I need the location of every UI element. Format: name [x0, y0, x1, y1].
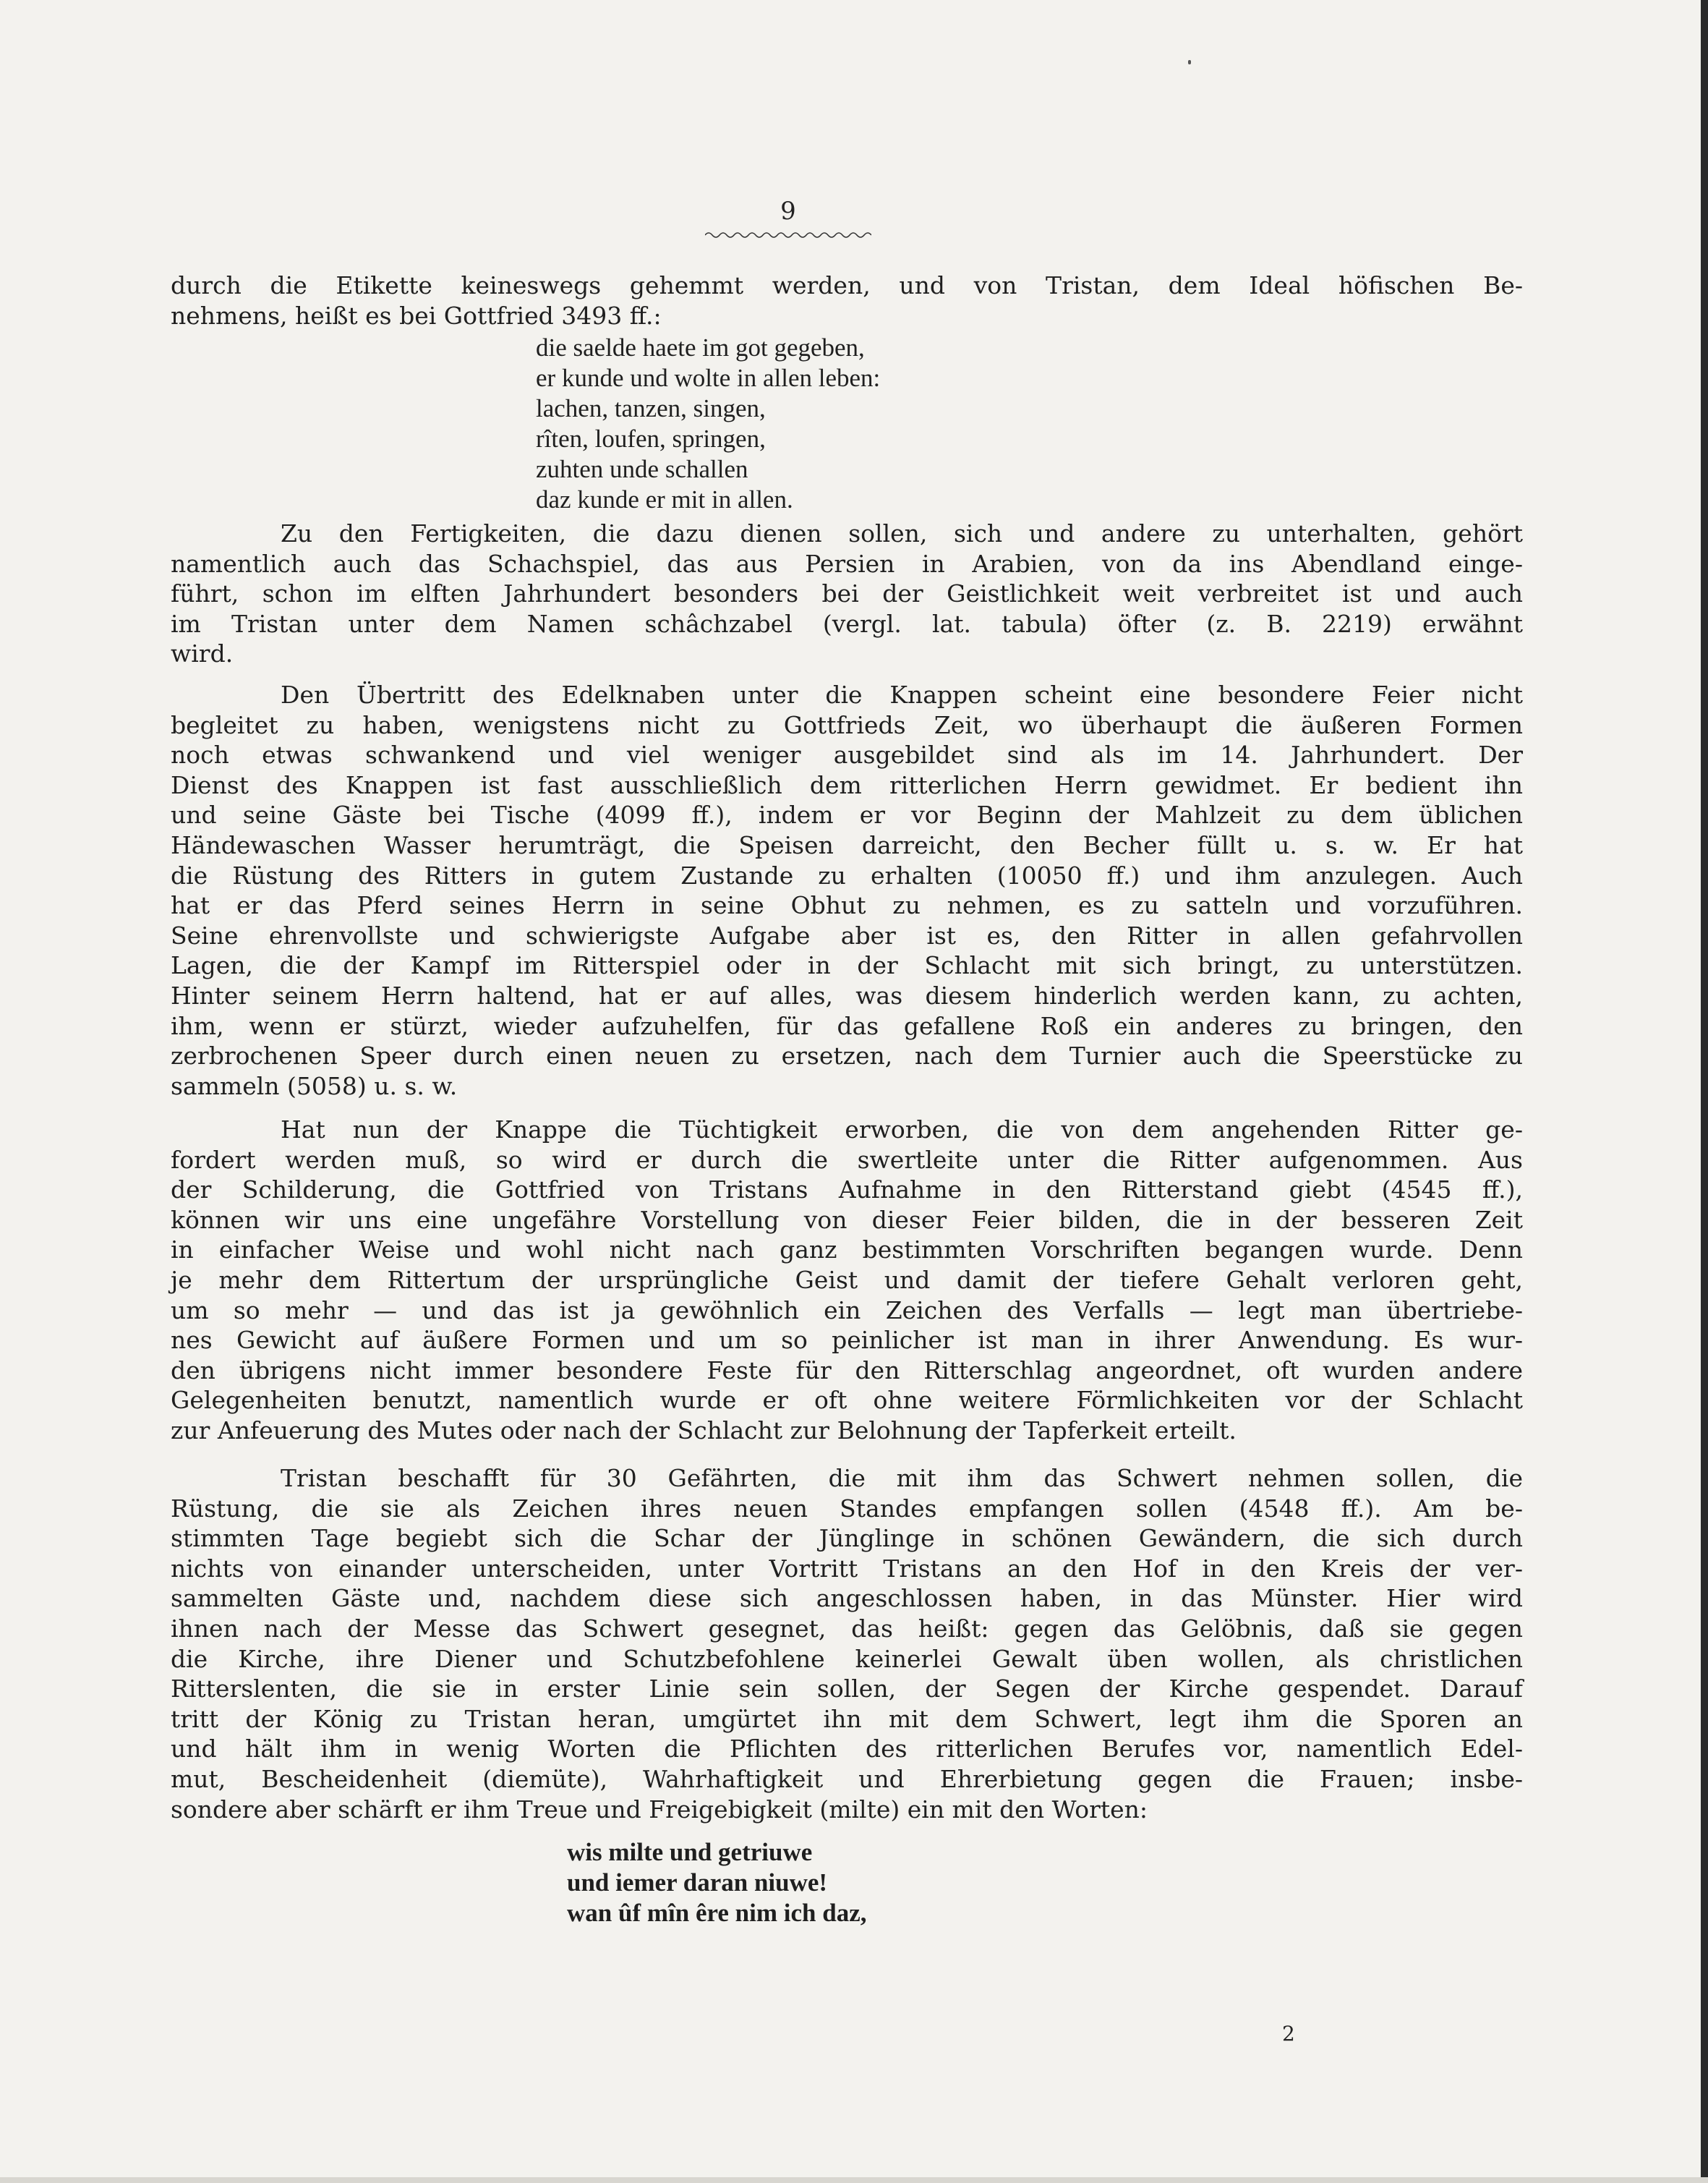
text-line: Den Übertritt des Edelknaben unter die Knappen scheint eine besondere Feier nicht [281, 681, 1523, 709]
verse-line: daz kunde er mit in allen. [536, 485, 793, 514]
text-line: je mehr dem Rittertum der ursprüngliche Geist und damit der tiefere Gehalt verloren geht, [171, 1265, 1523, 1294]
text-line: wird. [171, 639, 234, 668]
text-line: Tristan beschafft für 30 Gefährten, die mit ihm das Schwert nehmen sollen, die [281, 1464, 1523, 1492]
text-line: durch die Etikette keineswegs gehemmt werden, und von Tristan, dem Ideal höfischen Be- [171, 271, 1523, 299]
text-line: sammeln (5058) u. s. w. [171, 1071, 458, 1100]
text-line: nes Gewicht auf äußere Formen und um so peinlicher ist man in ihrer Anwendung. Es wur- [171, 1326, 1523, 1355]
text-line: Dienst des Knappen ist fast ausschließlich dem ritterlichen Herrn gewidmet. Er bedient ihn [171, 770, 1523, 799]
verse-line: er kunde und wolte in allen leben: [536, 364, 881, 392]
text-line: hat er das Pferd seines Herrn in seine Obhut zu nehmen, es zu satteln und vorzuführen. [171, 891, 1523, 920]
text-line: zur Anfeuerung des Mutes oder nach der Schlacht zur Belohnung der Tapferkeit erteilt. [171, 1416, 1237, 1444]
page-number-ornament [705, 230, 871, 240]
text-line: zerbrochenen Speer durch einen neuen zu ersetzen, nach dem Turnier auch die Speerstücke zu [171, 1042, 1523, 1071]
paragraph-1 [171, 271, 1523, 331]
text-line: nehmens, heißt es bei Gottfried 3493 ff.: [171, 301, 662, 330]
text-line: und seine Gäste bei Tische (4099 ff.), indem er vor Beginn der Mahlzeit zu dem üblichen [171, 801, 1523, 830]
text-line: um so mehr — und das ist ja gewöhnlich ein Zeichen des Verfalls — legt man übertriebe- [171, 1295, 1523, 1324]
text-line: die Rüstung des Ritters in gutem Zustande zu erhalten (10050 ff.) und ihm anzulegen. Auch [171, 861, 1523, 890]
text-line: die Kirche, ihre Diener und Schutzbefohlene keinerlei Gewalt üben wollen, als christlichen [171, 1644, 1523, 1673]
text-line: Seine ehrenvollste und schwierigste Aufgabe aber ist es, den Ritter in allen gefahrvollen [171, 921, 1523, 950]
text-line: begleitet zu haben, wenigstens nicht zu Gottfrieds Zeit, wo überhaupt die äußeren Formen [171, 710, 1523, 739]
text-line: ihm, wenn er stürzt, wieder aufzuhelfen, für das gefallene Roß ein anderes zu bringen, den [171, 1011, 1523, 1040]
text-line: führt, schon im elften Jahrhundert besonders bei der Geistlichkeit weit verbreitet ist und auch [171, 579, 1523, 608]
paragraph-4 [171, 1115, 1523, 1446]
text-line: mut, Bescheidenheit (diemüte), Wahrhaftigkeit und Ehrerbietung gegen die Frauen; insbe- [171, 1764, 1523, 1793]
verse-line: und iemer daran niuwe! [567, 1868, 828, 1897]
text-line: Ritterslenten, die sie in erster Linie sein sollen, der Segen der Kirche gespendet. Darauf [171, 1675, 1523, 1703]
text-line: namentlich auch das Schachspiel, das aus Persien in Arabien, von da ins Abendland einge- [171, 549, 1523, 578]
verse-quote-1 [536, 333, 880, 515]
paragraph-3 [171, 680, 1523, 1101]
signature-mark: 2 [1282, 2022, 1295, 2046]
text-line: nichts von einander unterscheiden, unter Vortritt Tristans an den Hof in den Kreis der ver- [171, 1554, 1523, 1583]
verse-line: zuhten unde schallen [536, 455, 748, 483]
ink-speck [1188, 60, 1191, 64]
text-line: Gelegenheiten benutzt, namentlich wurde er oft ohne weitere Förmlichkeiten vor der Schlacht [171, 1386, 1523, 1415]
text-line: tritt der König zu Tristan heran, umgürtet ihn mit dem Schwert, legt ihm die Sporen an [171, 1704, 1523, 1733]
page-number: 9 [780, 197, 796, 226]
text-line: und hält ihm in wenig Worten die Pflichten des ritterlichen Berufes vor, namentlich Edel- [171, 1735, 1523, 1763]
text-line: den übrigens nicht immer besondere Feste für den Ritterschlag angeordnet, oft wurden andere [171, 1356, 1523, 1384]
text-line: sammelten Gäste und, nachdem diese sich angeschlossen haben, in das Münster. Hier wird [171, 1584, 1523, 1613]
text-line: Rüstung, die sie als Zeichen ihres neuen Standes empfangen sollen (4548 ff.). Am be- [171, 1494, 1523, 1523]
page-edge-shadow [1701, 0, 1708, 2183]
text-line: stimmten Tage begiebt sich die Schar der Jünglinge in schönen Gewändern, die sich durch [171, 1524, 1523, 1553]
text-line: Händewaschen Wasser herumträgt, die Speisen darreicht, den Becher füllt u. s. w. Er hat [171, 830, 1523, 859]
text-line: fordert werden muß, so wird er durch die swertleite unter die Ritter aufgenommen. Aus [171, 1145, 1523, 1174]
text-line: Hinter seinem Herrn haltend, hat er auf alles, was diesem hinderlich werden kann, zu achten, [171, 981, 1523, 1010]
text-line: noch etwas schwankend und viel weniger ausgebildet sind als im 14. Jahrhundert. Der [171, 741, 1523, 770]
text-line: Lagen, die der Kampf im Ritterspiel oder in der Schlacht mit sich bringt, zu unterstützen. [171, 951, 1523, 980]
text-line: Zu den Fertigkeiten, die dazu dienen sollen, sich und andere zu unterhalten, gehört [281, 519, 1523, 548]
text-line: ihnen nach der Messe das Schwert gesegnet, das heißt: gegen das Gelöbnis, daß sie gegen [171, 1614, 1523, 1643]
text-line: sondere aber schärft er ihm Treue und Freigebigkeit (milte) ein mit den Worten: [171, 1795, 1148, 1824]
verse-line: lachen, tanzen, singen, [536, 394, 766, 422]
text-line: können wir uns eine ungefähre Vorstellung von dieser Feier bilden, die in der besseren Zeit [171, 1205, 1523, 1234]
verse-line: die saelde haete im got gegeben, [536, 333, 865, 362]
text-line: der Schilderung, die Gottfried von Tristans Aufnahme in den Ritterstand giebt (4545 ff.), [171, 1175, 1523, 1204]
text-line: Hat nun der Knappe die Tüchtigkeit erworben, die von dem angehenden Ritter ge- [281, 1115, 1523, 1144]
verse-line: wan ûf mîn êre nim ich daz, [567, 1899, 867, 1927]
paragraph-2 [171, 519, 1523, 669]
verse-line: wis milte und getriuwe [567, 1838, 813, 1866]
paragraph-5 [171, 1463, 1523, 1824]
page-bottom-edge [0, 2177, 1708, 2183]
verse-line: rîten, loufen, springen, [536, 425, 766, 453]
text-line: im Tristan unter dem Namen schâchzabel (vergl. lat. tabula) öfter (z. B. 2219) erwähnt [171, 609, 1523, 638]
text-line: in einfacher Weise und wohl nicht nach ganz bestimmten Vorschriften begangen wurde. Denn [171, 1235, 1523, 1264]
verse-quote-2 [567, 1837, 867, 1928]
